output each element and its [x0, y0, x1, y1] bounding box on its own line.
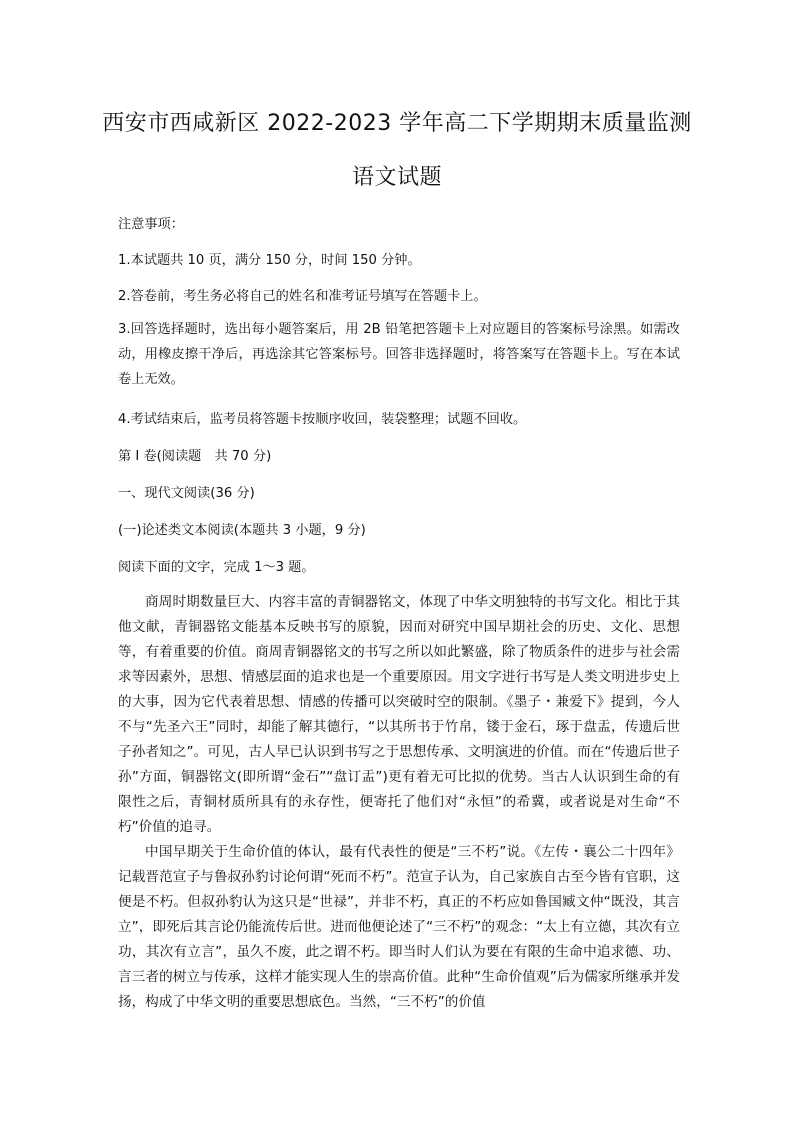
subsection-heading: (一)论述类文本阅读(本题共 3 小题，9 分) [118, 523, 366, 538]
notice-item-2: 2.答卷前，考生务必将自己的姓名和准考证号填写在答题卡上。 [118, 289, 487, 304]
notice-item-1: 1.本试题共 10 页，满分 150 分，时间 150 分钟。 [118, 253, 421, 268]
volume-heading: 第 I 卷(阅读题 共 70 分) [118, 449, 272, 464]
section-heading: 一、现代文阅读(36 分) [118, 486, 255, 501]
passage-paragraph-1: 商周时期数量巨大、内容丰富的青铜器铭文，体现了中华文明独特的书写文化。相比于其他文献，青铜器铭文能基本反映书写的原貌，因而对研究中国早期社会的历史、文化、思想等，有着重要的价值。商周青铜器铭文的书写之所以如此繁盛，除了物质条件的进步与社会需求等因素外，思想、情感层面的追求也是一个重要原因。用文字进行书写是人类文明进步史上的大事，因为它代表着思想、情感的传播可以突破时空的限制。《墨子・兼爱下》提到，今人不与“先圣六王”同时，却能了解其德行，“以其所书于竹帛，镂于金石，琢于盘盂，传遗后世子孙者知之”。可见，古人早已认识到书写之于思想传承、文明演进的价值。而在“传遗后世子孙”方面，铜器铭文(即所谓“金石”“盘订盂”)更有着无可比拟的优势。当古人认识到生命的有限性之后，青铜材质所具有的永存性，便寄托了他们对“永恒”的希冀，或者说是对生命“不朽”价值的追寻。 [118, 594, 680, 835]
notice-heading: 注意事项： [118, 217, 184, 232]
passage-paragraph-2: 中国早期关于生命价值的体认，最有代表性的便是“三不朽”说。《左传・襄公二十四年》记载晋范宣子与鲁叔孙豹讨论何谓“死而不朽”。范宣子认为，自己家族自古至今皆有官职，这便是不朽。但叔孙豹认为这只是“世禄”，并非不朽，真正的不朽应如鲁国臧文仲“既没，其言立”，即死后其言论仍能流传后世。进而他便论述了“三不朽”的观念：“太上有立德，其次有立功，其次有立言”，虽久不废，此之谓不朽。即当时人们认为要在有限的生命中追求德、功、言三者的树立与传承，这样才能实现人生的崇高价值。此种“生命价值观”后为儒家所继承并发扬，构成了中华文明的重要思想底色。当然，“三不朽”的价值 [118, 844, 680, 1010]
notice-item-4: 4.考试结束后，监考员将答题卡按顺序收回，装袋整理；试题不回收。 [118, 412, 527, 427]
reading-instruction: 阅读下面的文字，完成 1～3 题。 [118, 560, 315, 575]
exam-title: 西安市西咸新区 2022-2023 学年高二下学期期末质量监测 [102, 111, 692, 136]
exam-subtitle: 语文试题 [351, 165, 442, 190]
notice-item-3: 3.回答选择题时，选出每小题答案后，用 2B 铅笔把答题卡上对应题目的答案标号涂黑。如需改动，用橡皮擦干净后，再选涂其它答案标号。回答非选择题时，将答案写在答题卡上。写在本试卷上无效。 [118, 322, 680, 387]
